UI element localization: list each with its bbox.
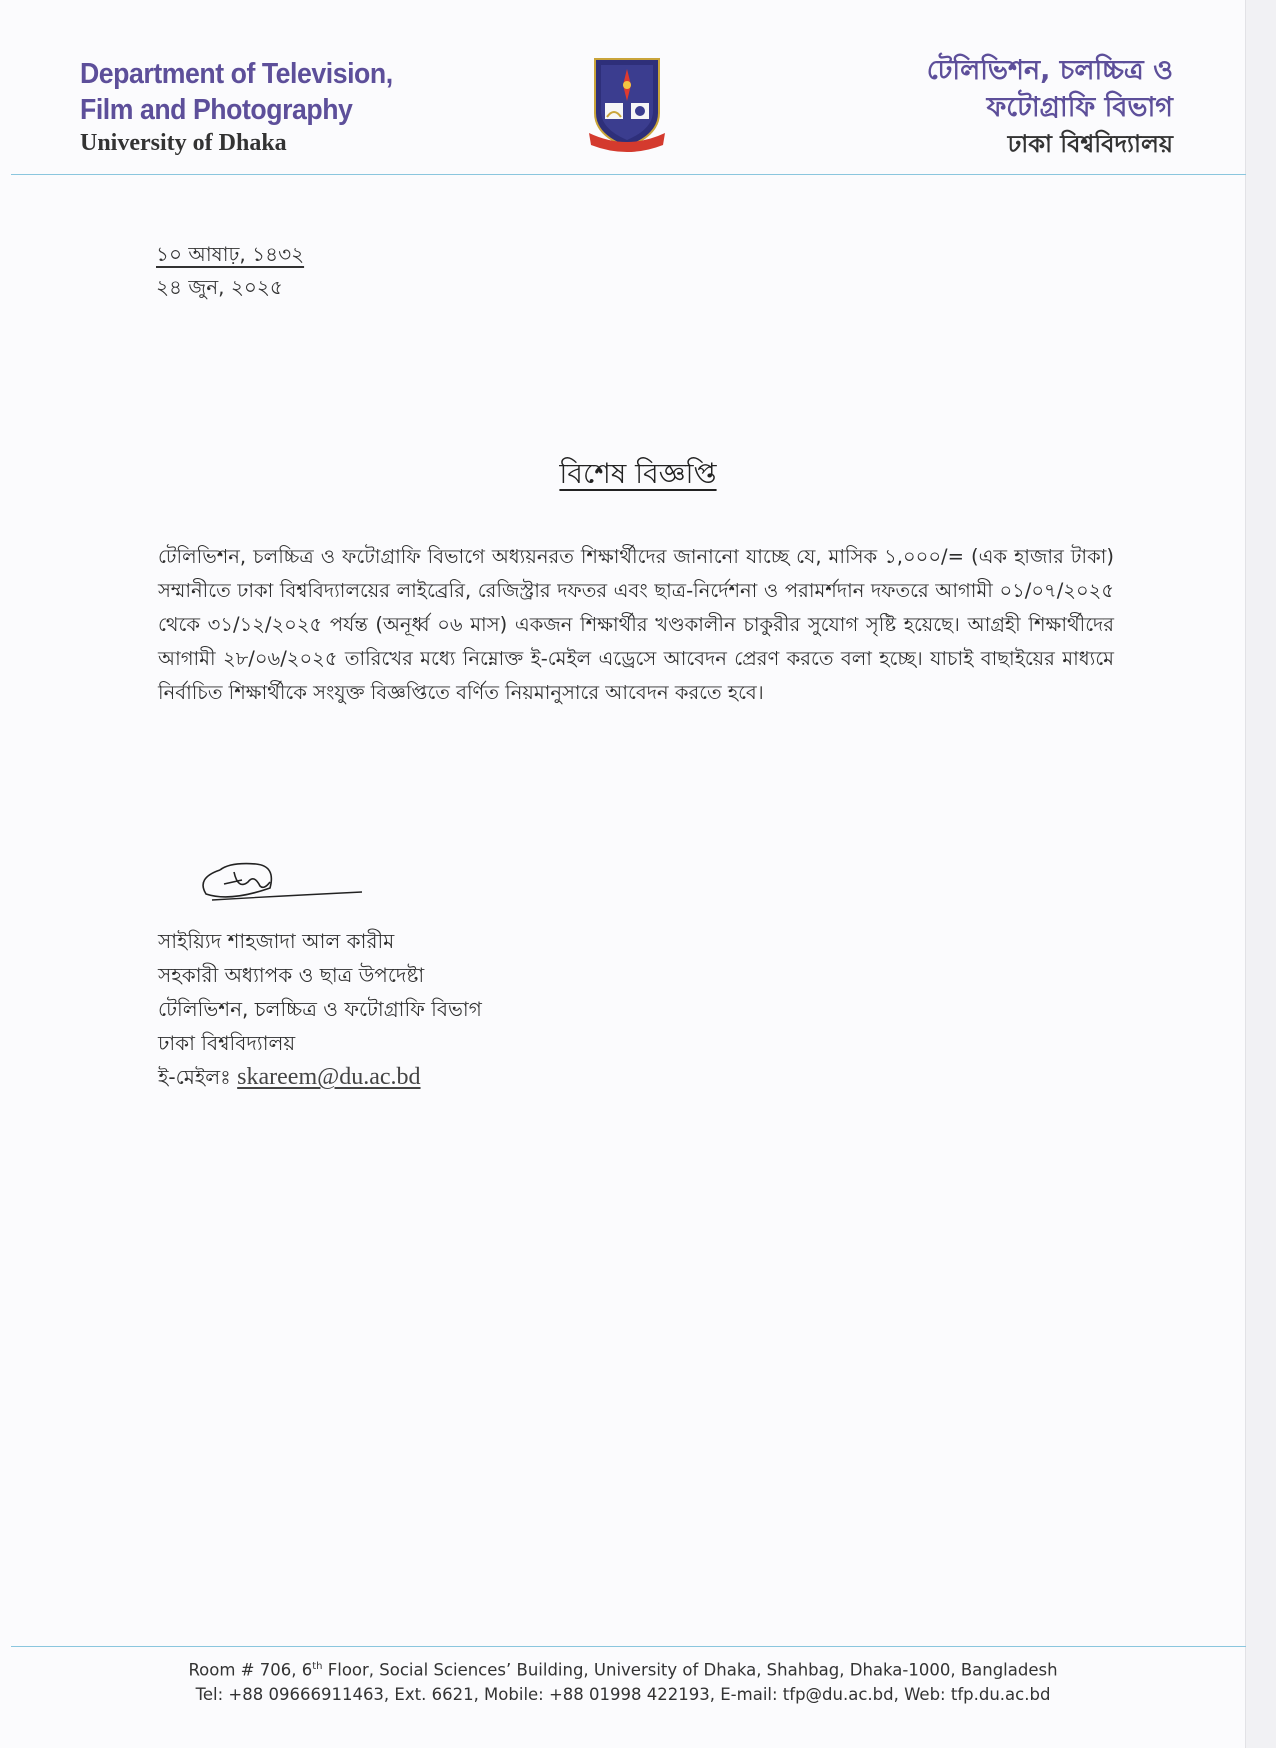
dept-name-en-line1: Department of Television, [80, 58, 393, 90]
header-english [80, 56, 420, 157]
dept-name-en-line2: Film and Photography [80, 94, 353, 126]
footer [0, 1655, 1246, 1707]
gregorian-date: ২৪ জুন, ২০২৫ [156, 275, 283, 299]
footer-address-prefix: Room # 706, 6 [188, 1660, 313, 1680]
signer-email-row [158, 1060, 482, 1094]
footer-address-rest: Floor, Social Sciences’ Building, University of Dhaka, Shahbag, Dhaka-1000, Bangladesh [322, 1660, 1058, 1680]
header-divider [11, 174, 1246, 175]
signature-icon [190, 852, 370, 912]
signer-email-link[interactable]: skareem@du.ac.bd [237, 1064, 421, 1090]
notice-title-text: বিশেষ বিজ্ঞপ্তি [559, 457, 717, 490]
footer-contact: Tel: +88 09666911463, Ext. 6621, Mobile: +88 01998 422193, E-mail: tfp@du.ac.bd, Web: tfp.du.ac.bd [195, 1684, 1051, 1704]
bengali-date: ১০ আষাঢ়, ১৪৩২ [156, 242, 305, 266]
signer-university: ঢাকা বিশ্ববিদ্যালয় [158, 1031, 296, 1055]
notice-title [0, 452, 1276, 499]
footer-address-sup: th [312, 1661, 323, 1672]
footer-address [0, 1655, 1246, 1683]
university-of-dhaka-seal-icon [587, 55, 667, 155]
univ-name-en: University of Dhaka [80, 130, 287, 156]
dept-name-bn-line2: ফটোগ্রাফি বিভাগ [986, 92, 1173, 123]
page-edge [1245, 0, 1276, 1748]
footer-divider [11, 1646, 1246, 1647]
signer-name: সাইয়্যিদ শাহজাদা আল কারীম [158, 929, 395, 953]
signer-department: টেলিভিশন, চলচ্চিত্র ও ফটোগ্রাফি বিভাগ [158, 997, 482, 1021]
signer-block [158, 924, 482, 1094]
signer-designation: সহকারী অধ্যাপক ও ছাত্র উপদেষ্টা [158, 963, 425, 987]
notice-body: টেলিভিশন, চলচ্চিত্র ও ফটোগ্রাফি বিভাগে অধ্যয়নরত শিক্ষার্থীদের জানানো যাচ্ছে যে, মাসিক ১,০০০/= (এক হাজার টাকা) সম্মানীতে ঢাকা বিশ্ববিদ্যালয়ের লাইব্রেরি, রেজিস্ট্রার দফতর এবং ছাত্র-নির্দেশনা ও পরামর্শদান দফতরে আগামী ০১/০৭/২০২৫ থেকে ৩১/১২/২০২৫ পর্যন্ত (অনূর্ধ্ব ০৬ মাস) একজন শিক্ষার্থীর খণ্ডকালীন চাকুরীর সুযোগ সৃষ্টি হয়েছে। আগ্রহী শিক্ষার্থীদের আগামী ২৮/০৬/২০২৫ তারিখের মধ্যে নিম্নোক্ত ই-মেইল এড্রেসে আবেদন প্রেরণ করতে বলা হচ্ছে। যাচাই বাছাইয়ের মাধ্যমে নির্বাচিত শিক্ষার্থীকে সংযুক্ত বিজ্ঞপ্তিতে বর্ণিত নিয়মানুসারে আবেদন করতে হবে। [158, 545, 1114, 704]
univ-name-bn: ঢাকা বিশ্ববিদ্যালয় [1007, 130, 1173, 158]
email-label: ই-মেইলঃ [158, 1065, 231, 1089]
header-bengali [927, 52, 1173, 162]
notice-dates [156, 238, 304, 304]
dept-name-bn-line1: টেলিভিশন, চলচ্চিত্র ও [926, 55, 1173, 86]
